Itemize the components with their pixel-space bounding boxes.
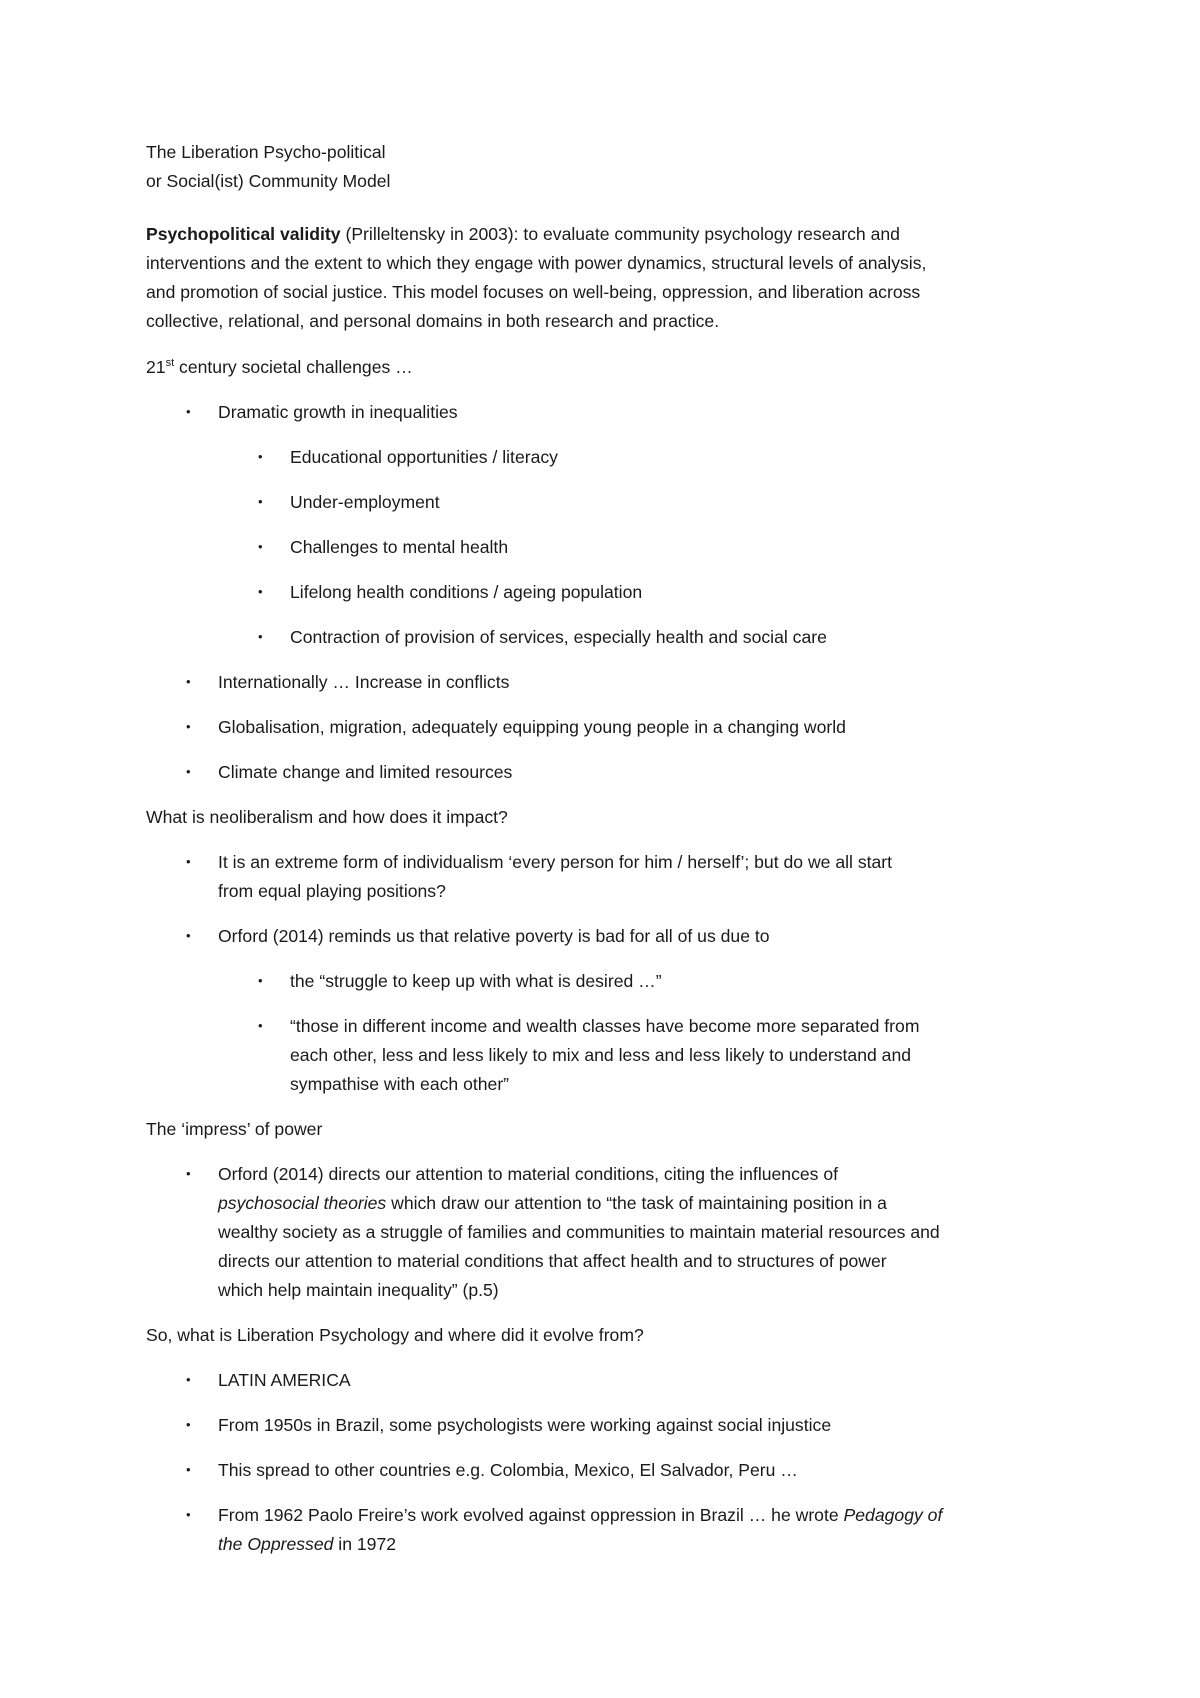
intro-line-1	[146, 220, 900, 248]
challenges-heading	[146, 353, 413, 381]
bullet-icon: •	[186, 1462, 191, 1477]
intro-line-2: interventions and the extent to which they engage with power dynamics, structural levels of analysis,	[146, 253, 927, 273]
bullet-icon: •	[258, 1018, 263, 1033]
italic-term: psychosocial theories	[218, 1193, 387, 1213]
challenges-heading-number: 21	[146, 357, 166, 377]
list-item-continued: wealthy society as a struggle of families and communities to maintain material resources and	[218, 1222, 940, 1242]
bullet-icon: •	[186, 1372, 191, 1387]
list-item-continued: directs our attention to material conditions that affect health and to structures of power	[218, 1251, 887, 1271]
list-item-text: in 1972	[333, 1534, 397, 1554]
list-item: This spread to other countries e.g. Colombia, Mexico, El Salvador, Peru …	[218, 1460, 798, 1480]
bullet-icon: •	[258, 584, 263, 599]
intro-bold-term: Psychopolitical validity	[146, 224, 341, 244]
list-item: It is an extreme form of individualism ‘every person for him / herself’; but do we all start	[218, 852, 893, 872]
list-item: Internationally … Increase in conflicts	[218, 672, 510, 692]
bullet-icon: •	[186, 1417, 191, 1432]
sub-list-item: Challenges to mental health	[290, 537, 509, 557]
list-item	[218, 1501, 942, 1529]
title-line-1: The Liberation Psycho-political	[146, 142, 386, 162]
list-item: Orford (2014) reminds us that relative poverty is bad for all of us due to	[218, 926, 770, 946]
list-item-text: From 1962 Paolo Freire’s work evolved against oppression in Brazil … he wrote	[218, 1505, 844, 1525]
title-line-2: or Social(ist) Community Model	[146, 171, 391, 191]
sub-list-item: Under-employment	[290, 492, 440, 512]
bullet-icon: •	[258, 539, 263, 554]
sub-list-item-continued: sympathise with each other”	[290, 1074, 510, 1094]
list-item: Orford (2014) directs our attention to material conditions, citing the influences of	[218, 1164, 839, 1184]
challenges-heading-superscript: st	[165, 357, 175, 369]
sub-list-item: Educational opportunities / literacy	[290, 447, 558, 467]
intro-line-4: collective, relational, and personal domains in both research and practice.	[146, 311, 720, 331]
list-item-continued: which help maintain inequality” (p.5)	[218, 1280, 499, 1300]
bullet-icon: •	[258, 449, 263, 464]
bullet-icon: •	[186, 674, 191, 689]
list-item: LATIN AMERICA	[218, 1370, 351, 1390]
neoliberalism-heading: What is neoliberalism and how does it impact?	[146, 807, 508, 827]
sub-list-item: the “struggle to keep up with what is desired …”	[290, 971, 662, 991]
sub-list-item: Contraction of provision of services, especially health and social care	[290, 627, 827, 647]
bullet-icon: •	[258, 629, 263, 644]
bullet-icon: •	[186, 1507, 191, 1522]
list-item-continued: from equal playing positions?	[218, 881, 446, 901]
list-item-continued	[218, 1189, 887, 1217]
book-title-part-1: Pedagogy of	[843, 1505, 943, 1525]
bullet-icon: •	[186, 719, 191, 734]
list-item: Globalisation, migration, adequately equipping young people in a changing world	[218, 717, 846, 737]
list-item-continued	[218, 1530, 396, 1558]
bullet-icon: •	[186, 404, 191, 419]
bullet-icon: •	[186, 764, 191, 779]
bullet-icon: •	[186, 928, 191, 943]
bullet-icon: •	[258, 973, 263, 988]
list-item: From 1950s in Brazil, some psychologists were working against social injustice	[218, 1415, 832, 1435]
sub-list-item: “those in different income and wealth classes have become more separated from	[290, 1016, 920, 1036]
bullet-icon: •	[258, 494, 263, 509]
list-item: Climate change and limited resources	[218, 762, 513, 782]
list-item-text: which draw our attention to “the task of maintaining position in a	[386, 1193, 887, 1213]
list-item: Dramatic growth in inequalities	[218, 402, 458, 422]
intro-line-1-rest: (Prilleltensky in 2003): to evaluate community psychology research and	[340, 224, 900, 244]
bullet-icon: •	[186, 854, 191, 869]
liberation-heading: So, what is Liberation Psychology and where did it evolve from?	[146, 1325, 644, 1345]
challenges-heading-text: century societal challenges …	[174, 357, 413, 377]
intro-line-3: and promotion of social justice. This model focuses on well-being, oppression, and liberation across	[146, 282, 921, 302]
impress-heading: The ‘impress’ of power	[146, 1119, 323, 1139]
bullet-icon: •	[186, 1166, 191, 1181]
sub-list-item-continued: each other, less and less likely to mix and less and less likely to understand and	[290, 1045, 912, 1065]
sub-list-item: Lifelong health conditions / ageing population	[290, 582, 643, 602]
book-title-part-2: the Oppressed	[218, 1534, 334, 1554]
